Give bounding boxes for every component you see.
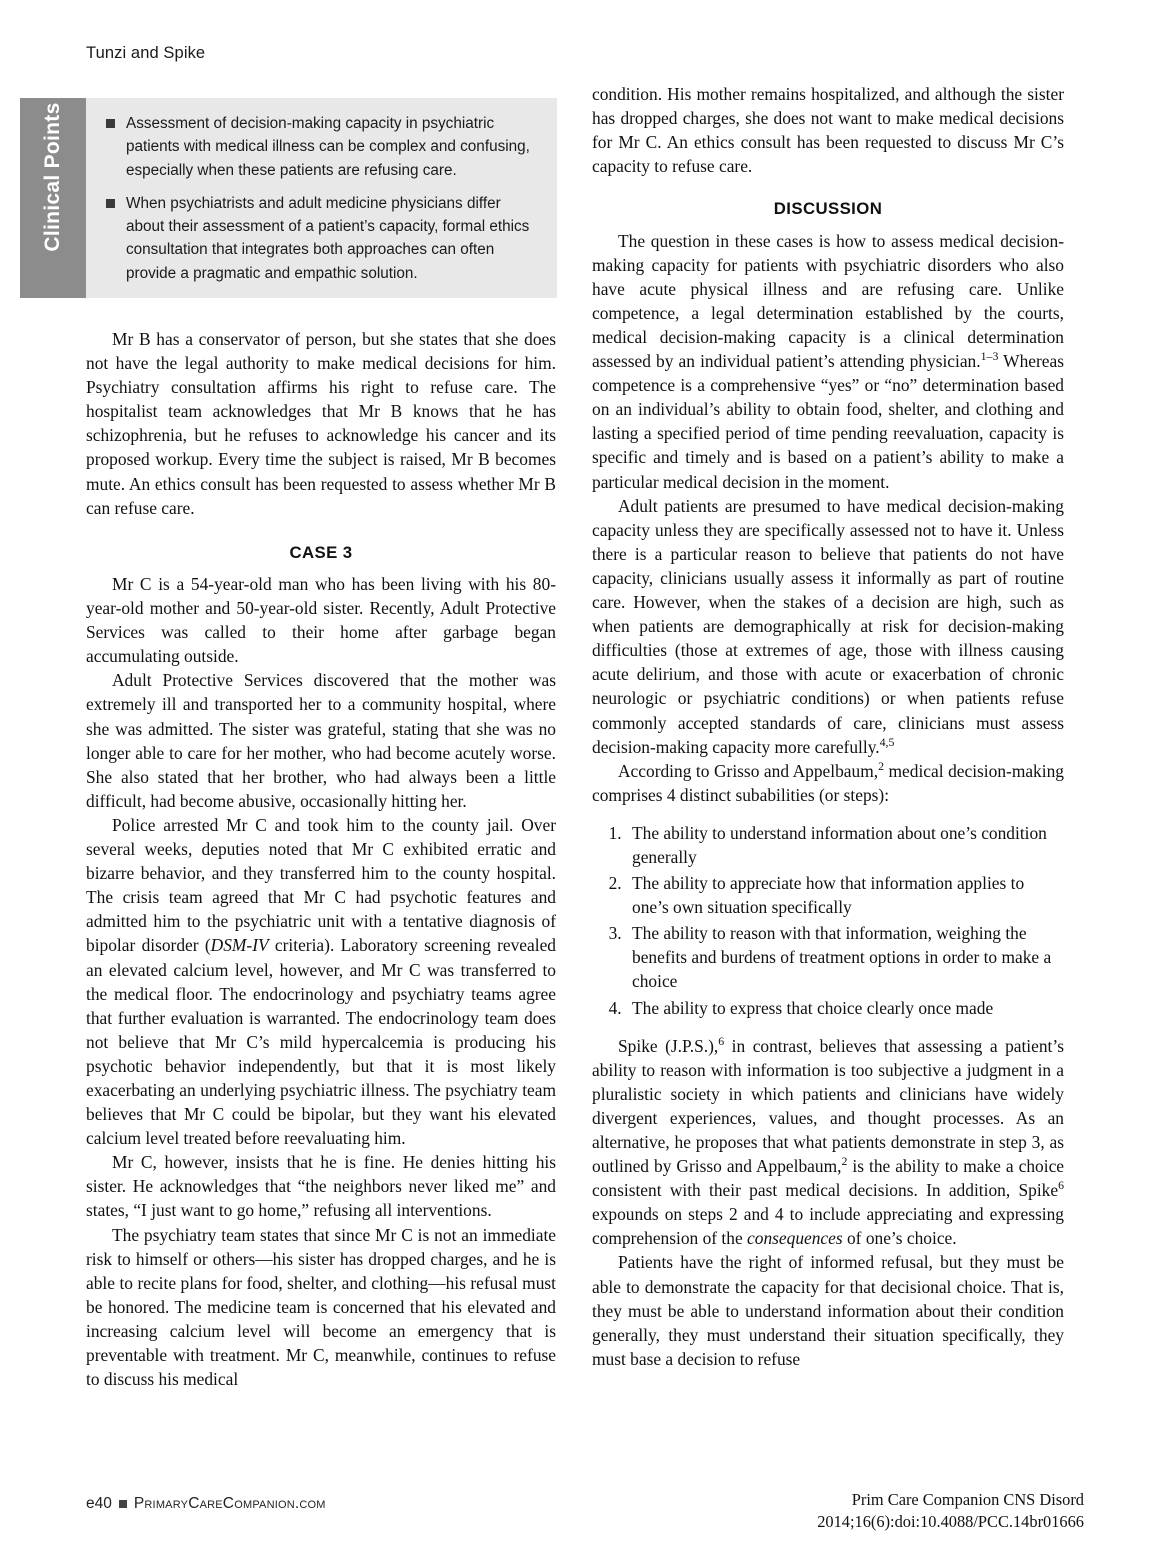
paragraph xyxy=(592,229,1064,494)
paragraph-text: medical decision-making comprises 4 distinct subabilities (or steps): xyxy=(592,760,1064,805)
paragraph-text: Whereas competence is a comprehensive “yes” or “no” determination based on an individual’s ability to obtain food, shelter, and clothing and lasting a specified period of time pending reevaluation, capacity is specific and timely and is based on a patient’s ability to make a particular medical decision in the moment. xyxy=(592,351,1064,492)
footer-right xyxy=(817,1489,1084,1533)
clinical-point-text: Assessment of decision-making capacity in psychiatric patients with medical illness can be complex and confusing, especially when these patients are refusing care. xyxy=(126,115,530,179)
footer-left xyxy=(86,1495,326,1513)
site-name: PrimaryCareCompanion.com xyxy=(133,1495,326,1512)
citation-superscript: 6 xyxy=(718,1033,725,1048)
citation-superscript: 2 xyxy=(878,758,884,773)
paragraph-text: expounds on steps 2 and 4 to include appreciating and expressing comprehension of the xyxy=(592,1204,1064,1249)
emphasis-text: consequences xyxy=(747,1228,843,1249)
paragraph: Mr B has a conservator of person, but she states that she does not have the legal authority to make medical decisions for him. Psychiatry consultation affirms his right to refuse care. The hospitalist team acknowledges that Mr B knows that he has schizophrenia, but he refuses to acknowledge his cancer and its proposed workup. Every time the subject is raised, Mr B becomes mute. An ethics consult has been requested to assess whether Mr B can refuse care. xyxy=(86,329,556,518)
paragraph xyxy=(86,813,556,1150)
citation-superscript: 1–3 xyxy=(980,349,999,364)
journal-name: Prim Care Companion CNS Disord xyxy=(851,1490,1084,1509)
paragraph: Mr C, however, insists that he is fine. He denies hitting his sister. He acknowledges that “the neighbors never liked me” and states, “I just want to go home,” refusing all interventions. xyxy=(86,1152,556,1221)
paragraph-text: Adult patients are presumed to have medical decision-making capacity unless they are specifically assessed not to have it. Unless there is a particular reason to believe that patients do not have capacity, clinicians usually assess it informally as part of routine care. However, when the stakes of a decision are high, such as when patients are demographically at risk for decision-making difficulties (those at extremes of age, those with illness causing acute delirium, and those with acute or exacerbation of chronic neurologic or psychiatric conditions) or when patients refuse commonly accepted standards of care, clinicians must assess decision-making capacity more carefully. xyxy=(592,495,1064,757)
clinical-points-tab-label: Clinical Points xyxy=(41,102,64,252)
list-item: 3. The ability to reason with that information, weighing the benefits and burdens of treatment options in order to make a choice xyxy=(626,921,1064,993)
square-bullet-icon xyxy=(106,119,115,128)
list-item xyxy=(106,192,539,285)
paragraph xyxy=(592,1034,1064,1251)
discussion-heading: DISCUSSION xyxy=(773,199,883,219)
running-head: Tunzi and Spike xyxy=(86,44,206,62)
paragraph: Patients have the right of informed refusal, but they must be able to demonstrate the capacity for that decisional choice. That is, they must be able to understand information about their condition generally, they must understand their situation specifically, they must base a decision to refuse xyxy=(592,1252,1064,1369)
paragraph-text: is the ability to make a choice consistent with their past medical decisions. In addition, Spike xyxy=(592,1156,1065,1201)
left-column xyxy=(86,327,556,1391)
paragraph: Adult Protective Services discovered that the mother was extremely ill and transported her to a community hospital, where she was admitted. The sister was grateful, stating that she was no longer able to care for her mother, who had become acutely worse. She also stated that her brother, who had always been a little difficult, had become abusive, occasionally hitting her. xyxy=(86,670,556,811)
page-number: e40 xyxy=(86,1495,112,1512)
citation-superscript: 2 xyxy=(841,1154,848,1169)
list-item: 2. The ability to appreciate how that information applies to one’s own situation specifically xyxy=(626,871,1064,919)
clinical-points-box xyxy=(20,98,557,298)
case-heading: CASE 3 xyxy=(289,542,353,562)
paragraph-text: According to Grisso and Appelbaum, xyxy=(618,760,879,781)
citation-superscript: 6 xyxy=(1058,1178,1064,1193)
square-separator-icon xyxy=(119,1500,127,1508)
paragraph xyxy=(592,759,1064,807)
subabilities-list xyxy=(592,821,1064,1020)
dsm-reference: DSM-IV xyxy=(210,935,269,956)
paragraph-text: Spike (J.P.S.), xyxy=(618,1035,719,1056)
square-bullet-icon xyxy=(106,199,115,208)
paragraph: The psychiatry team states that since Mr C is not an immediate risk to himself or others—his sister has dropped charges, and he is able to recite plans for food, shelter, and clothing—his refusal must be honored. The medicine team is concerned that his elevated and increasing calcium level will become an emergency that is preventable with treatment. Mr C, meanwhile, continues to refuse to discuss his medical xyxy=(86,1224,556,1390)
paragraph-text: criteria). Laboratory screening revealed an elevated calcium level, however, and Mr C was transferred to the medical floor. The endocrinology and psychiatry teams agree that further evaluation is warranted. The endocrinology team does not believe that Mr C’s mild hypercalcemia is producing his psychotic behavior independently, but that it is most likely exacerbating an underlying psychiatric illness. The psychiatry team believes that Mr C could be bipolar, but they want his elevated calcium level treated before reevaluating him. xyxy=(86,935,556,1149)
right-column xyxy=(592,82,1064,1371)
paragraph-text: of one’s choice. xyxy=(842,1228,957,1249)
clinical-point-text: When psychiatrists and adult medicine physicians differ about their assessment of a patient’s capacity, formal ethics consultation that integrates both approaches can often provide a pragmatic and empathic solution. xyxy=(126,194,530,282)
citation-superscript: 4,5 xyxy=(879,734,895,749)
list-item: 4. The ability to express that choice clearly once made xyxy=(626,996,1064,1020)
citation-doi: 2014;16(6):doi:10.4088/PCC.14br01666 xyxy=(817,1511,1084,1531)
list-item: 1. The ability to understand information about one’s condition generally xyxy=(626,821,1064,869)
clinical-points-tab xyxy=(20,98,86,298)
list-item xyxy=(106,112,539,182)
paragraph-text: The question in these cases is how to assess medical decision-making capacity for patients with psychiatric disorders who also have acute physical illness and are refusing care. Unlike competence, a legal determination established by the courts, medical decision-making capacity is a clinical determination assessed by an individual patient’s attending physician. xyxy=(592,230,1064,372)
paragraph: Mr C is a 54-year-old man who has been living with his 80-year-old mother and 50-year-old sister. Recently, Adult Protective Services was called to their home after garbage began accumulating outside. xyxy=(86,574,556,667)
paragraph-text: in contrast, believes that assessing a patient’s ability to reason with information is too subjective a judgment in a pluralistic society in which patients and clinicians have widely divergent experiences, values, and thought processes. As an alternative, he proposes that what patients demonstrate in step 3, as outlined by Grisso and Appelbaum, xyxy=(592,1035,1064,1177)
clinical-points-body xyxy=(86,98,557,298)
paragraph: condition. His mother remains hospitalized, and although the sister has dropped charges, she does not want to make medical decisions for Mr C. An ethics consult has been requested to discuss Mr C’s capacity to refuse care. xyxy=(592,84,1064,177)
paragraph xyxy=(592,494,1064,759)
paragraph-text: Police arrested Mr C and took him to the county jail. Over several weeks, deputies noted that Mr C exhibited erratic and bizarre behavior, and they transferred him to the county hospital. The crisis team agreed that Mr C had psychotic features and admitted him to the psychiatric unit with a tentative diagnosis of bipolar disorder ( xyxy=(86,814,556,956)
